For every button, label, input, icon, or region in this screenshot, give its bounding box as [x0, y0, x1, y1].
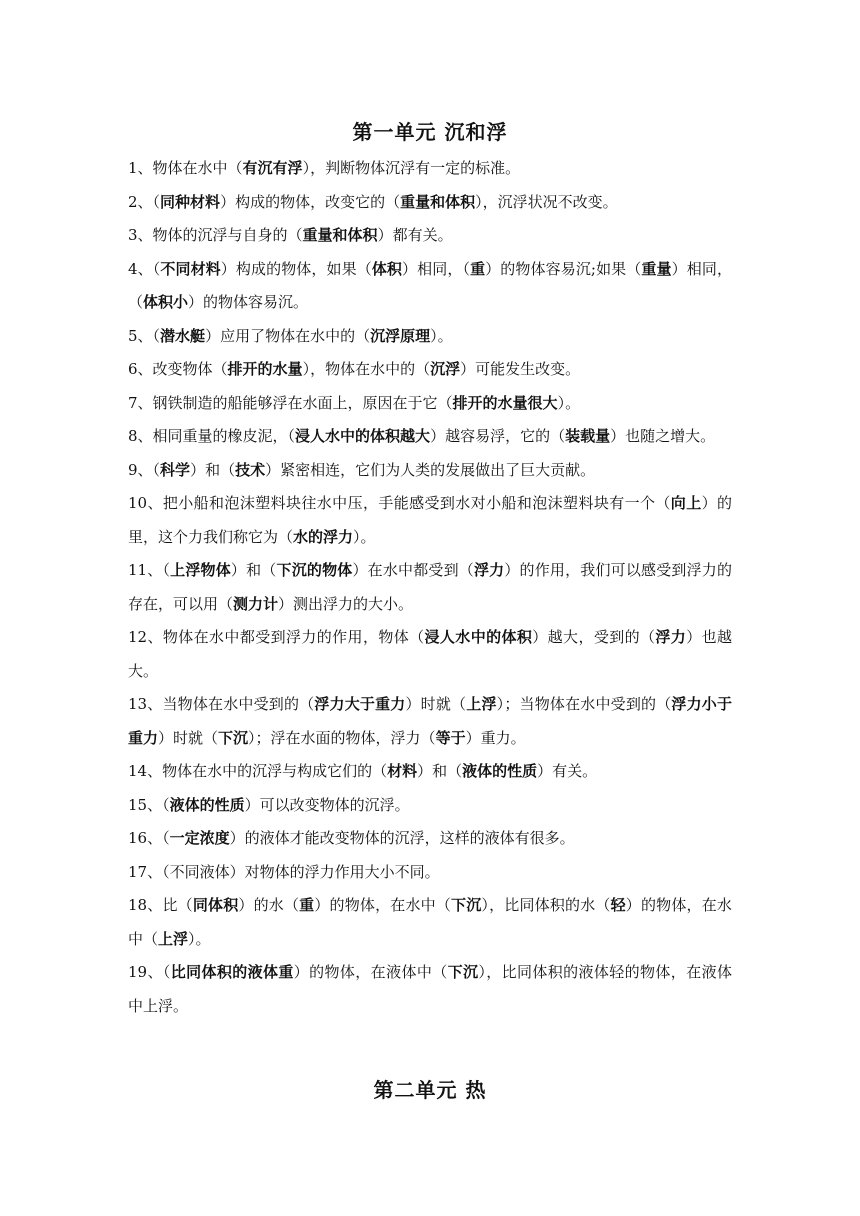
bold-answer: 液体的性质 — [462, 762, 538, 780]
item-text: 14、物体在水中的沉浮与构成它们的（ — [128, 762, 388, 780]
item-text: ）。 — [353, 527, 376, 546]
item-text: ）时就（ — [405, 695, 467, 713]
item-text: 7、钢铁制造的船能够浮在水面上，原因在于它（ — [128, 393, 453, 412]
bold-answer: 重量和体积 — [400, 192, 476, 211]
bold-answer: 重量和体积 — [302, 226, 378, 244]
list-item — [128, 856, 732, 890]
list-item — [128, 454, 732, 488]
item-text: 15、（ — [128, 795, 170, 814]
item-text: 8、相同重量的橡皮泥，（ — [128, 427, 296, 445]
bold-answer: 下沉 — [451, 896, 482, 914]
item-text: ）相同，（ — [402, 259, 471, 278]
bold-answer: 科学 — [160, 460, 191, 479]
bold-answer: 液体的性质 — [169, 795, 245, 814]
item-text: ）。 — [557, 393, 581, 412]
bold-answer: 装载量 — [565, 427, 611, 445]
unit-1-item-list — [128, 152, 732, 1023]
item-text: ）的物体，在液体中（ — [293, 963, 448, 981]
item-text: ）和（ — [230, 561, 277, 579]
item-text: ）的液体才能改变物体的沉浮，这样的液体有很多。 — [229, 829, 575, 847]
item-text: 1、物体在水中（ — [128, 159, 243, 177]
bold-answer: 同种材料 — [160, 192, 221, 211]
item-text: ）和（ — [417, 762, 463, 780]
item-text: 6、改变物体（ — [128, 360, 228, 378]
item-text: 2、（ — [128, 192, 161, 211]
item-text: 10、把小船和泡沫塑料块往水中压，手能感受到水对小船和泡沫塑料块有一个（ — [128, 494, 671, 512]
item-text: ）。 — [188, 929, 211, 948]
item-text: ）时就（ — [158, 728, 219, 747]
item-text: 4、（ — [128, 259, 161, 278]
bold-answer: 沉浮原理 — [370, 326, 431, 345]
list-item — [128, 353, 732, 387]
list-item — [128, 822, 732, 856]
item-text: ）也随之增大。 — [610, 427, 716, 445]
bold-answer: 向上 — [670, 494, 702, 512]
item-text: ）应用了物体在水中的（ — [205, 326, 371, 345]
list-item — [128, 186, 732, 220]
item-text: ）。 — [430, 326, 453, 345]
bold-answer: 浮力 — [655, 628, 687, 646]
item-text: ）紧密相连，它们为人类的发展做出了巨大贡献。 — [265, 460, 596, 479]
item-text: ）的物体容易沉。 — [188, 293, 309, 311]
bold-answer: 上浮 — [466, 695, 497, 713]
list-item — [128, 320, 732, 354]
bold-answer: 材料 — [387, 762, 418, 780]
item-text: ）都有关。 — [377, 226, 453, 244]
item-text: 5、（ — [128, 326, 161, 345]
bold-answer: 重 — [470, 259, 486, 278]
item-text: ）的水（ — [238, 896, 300, 914]
item-text: ）可以改变物体的沉浮。 — [244, 795, 410, 814]
list-item — [128, 420, 732, 454]
list-item — [128, 755, 732, 789]
bold-answer: 下沉 — [218, 728, 249, 747]
list-item — [128, 219, 732, 253]
item-text: ）也越大。 — [128, 628, 732, 680]
bold-answer: 不同材料 — [160, 259, 221, 278]
item-text: 17、（不同液体）对物体的浮力作用大小不同。 — [128, 862, 440, 881]
bold-answer: 轻 — [610, 896, 626, 914]
bold-answer: 潜水艇 — [160, 326, 206, 345]
item-text: ）构成的物体，改变它的（ — [220, 192, 401, 211]
item-text: ）重力。 — [465, 728, 526, 747]
bold-answer: 有沉有浮 — [242, 159, 303, 177]
bold-answer: 浮力大于重力 — [314, 695, 406, 713]
item-text: ）的物体，在水中（ — [128, 896, 732, 948]
item-text: ），判断物体沉浮有一定的标准。 — [302, 159, 521, 177]
item-text: ），比同体积的水（ — [481, 896, 611, 914]
item-text: 9、（ — [128, 460, 161, 479]
bold-answer: 浸人水中的体积 — [424, 628, 533, 646]
item-text: ），比同体积的液体轻的物体，在液体中上浮。 — [128, 963, 732, 1015]
list-item — [128, 956, 732, 1023]
list-item — [128, 789, 732, 823]
item-text: ），物体在水中的（ — [302, 360, 431, 378]
list-item — [128, 387, 732, 421]
bold-answer: 浮力小于重力 — [128, 695, 732, 747]
bold-answer: 技术 — [235, 460, 266, 479]
bold-answer: 浸人水中的体积越大 — [295, 427, 431, 445]
bold-answer: 重 — [299, 896, 315, 914]
bold-answer: 测力计 — [233, 594, 279, 613]
item-text: ）；浮在水面的物体，浮力（ — [248, 728, 436, 747]
bold-answer: 同体积 — [192, 896, 239, 914]
bold-answer: 一定浓度 — [169, 829, 230, 847]
bold-answer: 水的浮力 — [293, 527, 354, 546]
item-text: 18、比（ — [128, 896, 193, 914]
item-text: ）越容易浮，它的（ — [430, 427, 566, 445]
item-text: ）；当物体在水中受到的（ — [496, 695, 672, 713]
list-item — [128, 554, 732, 621]
list-item — [128, 152, 732, 186]
item-text: ）有关。 — [537, 762, 598, 780]
item-text: 16、（ — [128, 829, 170, 847]
item-text: ）可能发生改变。 — [460, 360, 581, 378]
bold-answer: 沉浮 — [430, 360, 461, 378]
item-text: 3、物体的沉浮与自身的（ — [128, 226, 303, 244]
item-text: 12、物体在水中都受到浮力的作用，物体（ — [128, 628, 425, 646]
bold-answer: 等于 — [435, 728, 466, 747]
item-text: ）相同，（ — [128, 259, 732, 311]
bold-answer: 下沉 — [447, 963, 479, 981]
bold-answer: 重量 — [641, 259, 672, 278]
item-text: ）越大，受到的（ — [532, 628, 656, 646]
bold-answer: 浮力 — [473, 561, 505, 579]
item-text: ）构成的物体，如果（ — [220, 259, 372, 278]
list-item — [128, 253, 732, 320]
bold-answer: 体积小 — [143, 293, 189, 311]
item-text: ），沉浮状况不改变。 — [475, 192, 618, 211]
item-text: 11、（ — [128, 561, 171, 579]
bold-answer: 体积 — [371, 259, 403, 278]
item-text: 19、（ — [128, 963, 171, 981]
item-text: ）的里，这个力我们称它为（ — [128, 494, 732, 546]
bold-answer: 上浮 — [158, 929, 189, 948]
item-text: ）的物体，在水中（ — [314, 896, 452, 914]
item-text: ）的作用，我们可以感受到浮力的存在，可以用（ — [128, 561, 732, 613]
bold-answer: 排开的水量 — [227, 360, 303, 378]
bold-answer: 比同体积的液体重 — [170, 963, 294, 981]
item-text: ）和（ — [190, 460, 236, 479]
list-item — [128, 621, 732, 688]
unit-1-title: 第一单元 沉和浮 — [352, 120, 508, 144]
bold-answer: 下沉的物体 — [276, 561, 353, 579]
list-item — [128, 889, 732, 956]
bold-answer: 排开的水量很大 — [452, 393, 558, 412]
item-text: ）测出浮力的大小。 — [278, 594, 414, 613]
item-text: 13、当物体在水中受到的（ — [128, 695, 315, 713]
bold-answer: 上浮物体 — [170, 561, 231, 579]
list-item — [128, 487, 732, 554]
item-text: ）在水中都受到（ — [352, 561, 474, 579]
item-text: ）的物体容易沉;如果（ — [485, 259, 642, 278]
list-item — [128, 688, 732, 755]
unit-2-title: 第二单元 热 — [373, 1078, 487, 1102]
